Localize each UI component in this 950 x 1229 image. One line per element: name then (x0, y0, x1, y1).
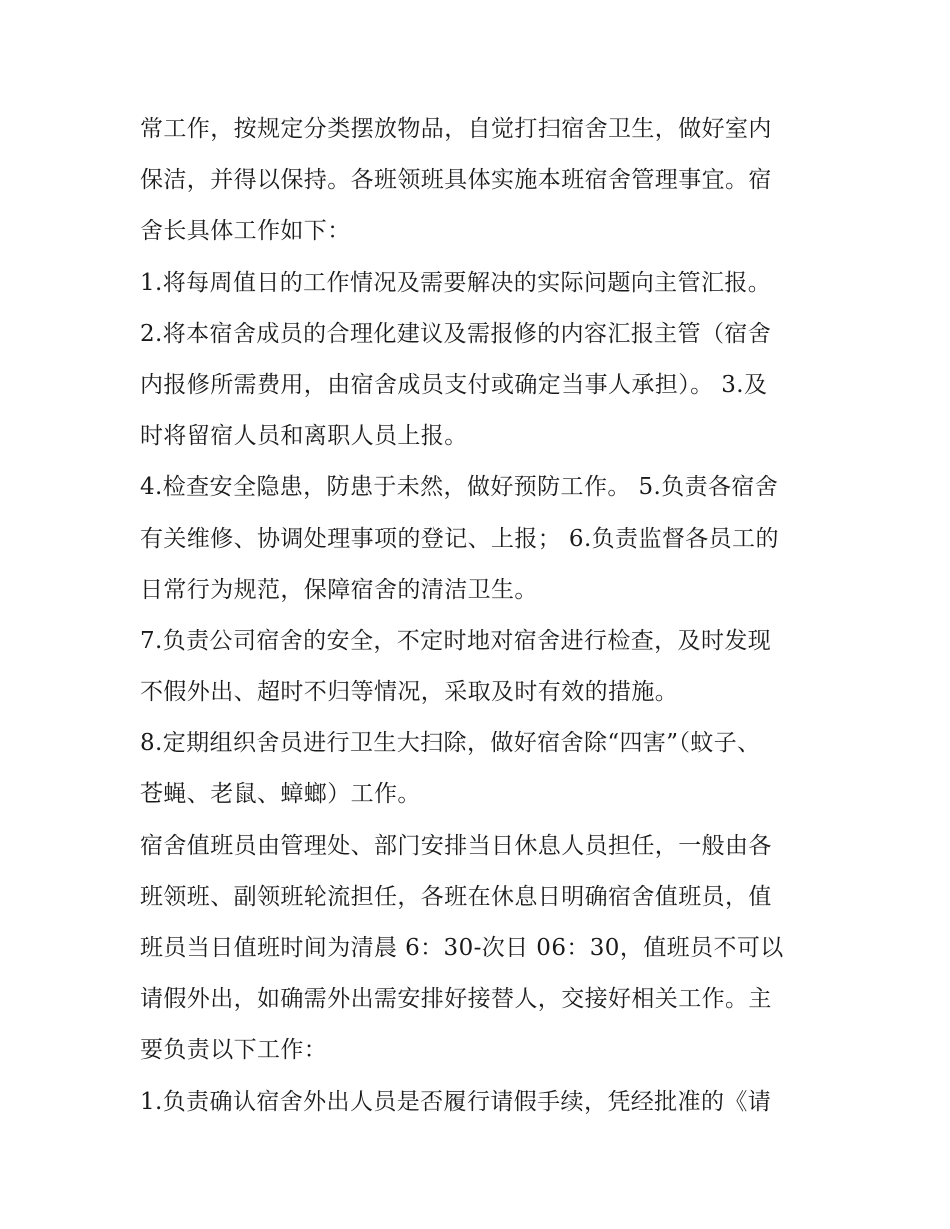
body-text (140, 104, 820, 1128)
text-line: 4.检查安全隐患，防患于未然，做好预防工作。 5.负责各宿舍 (140, 474, 779, 501)
text-line: 内报修所需费用，由宿舍成员支付或确定当事人承担）。 3.及 (140, 371, 768, 398)
text-line: 班领班、副领班轮流担任，各班在休息日明确宿舍值班员，值 (140, 883, 772, 910)
text-line: 日常行为规范，保障宿舍的清洁卫生。 (140, 576, 538, 603)
text-line: 7.负责公司宿舍的安全，不定时地对宿舍进行检查，及时发现 (140, 627, 772, 654)
text-line: 有关维修、协调处理事项的登记、上报； 6.负责监督各员工的 (140, 525, 779, 552)
text-line: 1.负责确认宿舍外出人员是否履行请假手续，凭经批准的《请 (140, 1088, 772, 1115)
text-line: 不假外出、超时不归等情况，采取及时有效的措施。 (140, 679, 679, 706)
text-line: 2.将本宿舍成员的合理化建议及需报修的内容汇报主管（宿舍 (140, 320, 772, 347)
text-line: 8.定期组织舍员进行卫生大扫除，做好宿舍除“四害”（蚊子、 (140, 730, 761, 757)
text-line: 1.将每周值日的工作情况及需要解决的实际问题向主管汇报。 (140, 269, 772, 296)
text-line: 班员当日值班时间为清晨 6：30-次日 06：30，值班员不可以 (140, 935, 784, 961)
text-line: 舍长具体工作如下： (140, 218, 351, 245)
text-line: 要负责以下工作： (140, 1037, 328, 1064)
text-line: 时将留宿人员和离职人员上报。 (140, 423, 468, 450)
text-line: 苍蝇、老鼠、蟑螂）工作。 (140, 781, 421, 808)
text-line: 宿舍值班员由管理处、部门安排当日休息人员担任，一般由各 (140, 832, 772, 859)
text-line: 请假外出，如确需外出需安排好接替人，交接好相关工作。主 (140, 986, 772, 1013)
text-line: 常工作，按规定分类摆放物品，自觉打扫宿舍卫生，做好室内 (140, 116, 772, 142)
text-line: 保洁，并得以保持。各班领班具体实施本班宿舍管理事宜。宿 (140, 167, 772, 194)
